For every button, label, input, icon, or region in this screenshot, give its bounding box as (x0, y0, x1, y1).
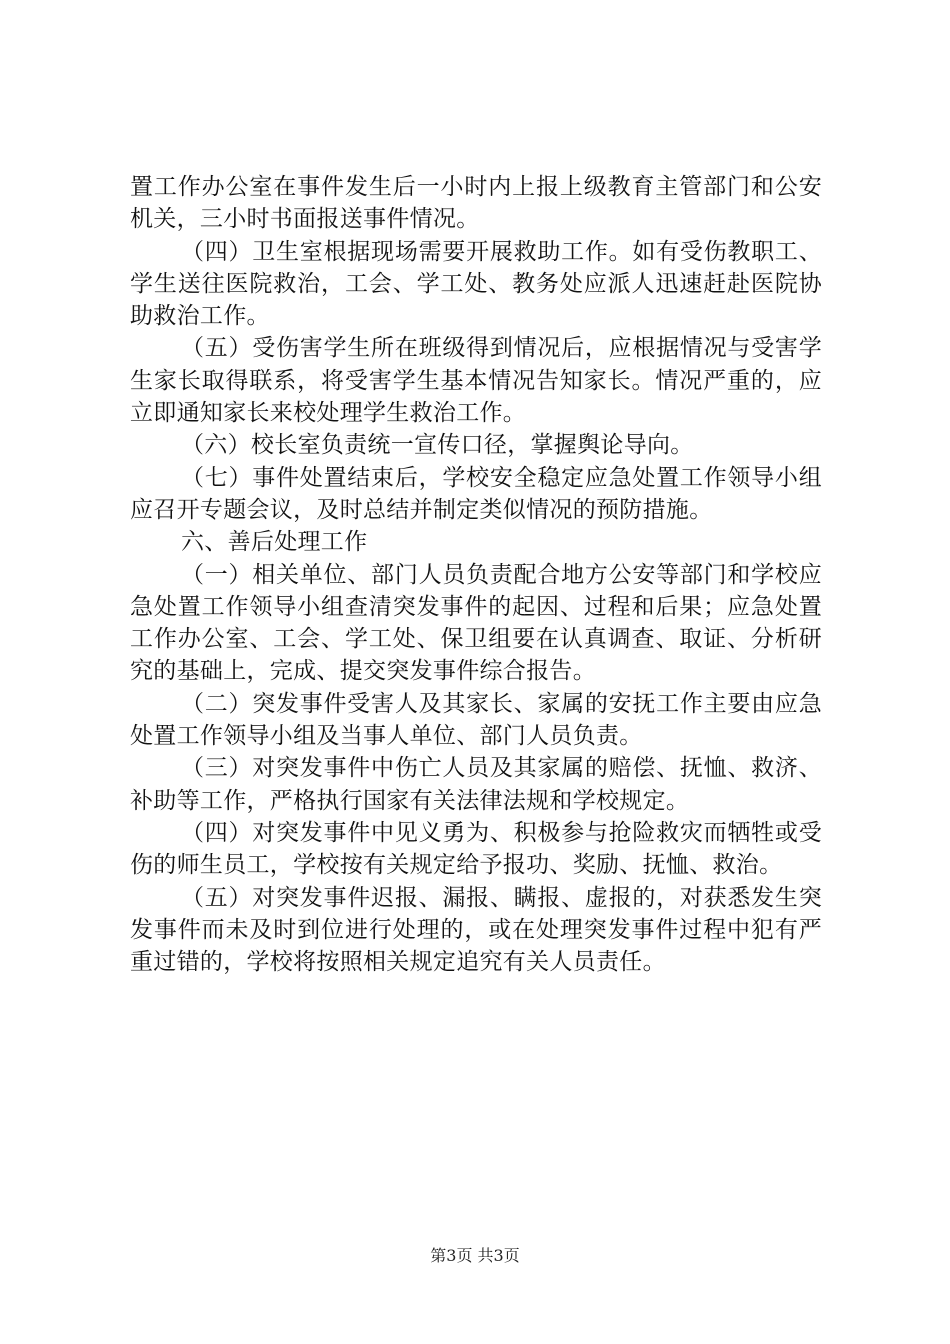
paragraph-aftermath-3: （三）对突发事件中伤亡人员及其家属的赔偿、抚恤、救济、补助等工作，严格执行国家有关法律法规和学校规定。 (130, 755, 822, 814)
paragraph-continued: 置工作办公室在事件发生后一小时内上报上级教育主管部门和公安机关，三小时书面报送事件情况。 (130, 174, 822, 233)
paragraph-aftermath-2: （二）突发事件受害人及其家长、家属的安抚工作主要由应急处置工作领导小组及当事人单位、部门人员负责。 (130, 690, 822, 750)
paragraph-item-5-parents: （五）受伤害学生所在班级得到情况后，应根据情况与受害学生家长取得联系，将受害学生基本情况告知家长。情况严重的，应立即通知家长来校处理学生救治工作。 (130, 335, 822, 427)
paragraph-item-4-clinic: （四）卫生室根据现场需要开展救助工作。如有受伤教职工、学生送往医院救治，工会、学工处、教务处应派人迅速赶赴医院协助救治工作。 (130, 238, 822, 330)
document-body (130, 171, 822, 978)
paragraph-item-6-publicity: （六）校长室负责统一宣传口径，掌握舆论导向。 (181, 432, 694, 459)
paragraph-aftermath-4: （四）对突发事件中见义勇为、积极参与抢险救灾而牺牲或受伤的师生员工，学校按有关规定给予报功、奖励、抚恤、救治。 (130, 819, 822, 879)
paragraph-aftermath-5: （五）对突发事件迟报、漏报、瞒报、虚报的，对获悉发生突发事件而未及时到位进行处理的，或在处理突发事件过程中犯有严重过错的，学校将按照相关规定追究有关人员责任。 (130, 884, 822, 976)
page-number-footer: 第3页 共3页 (430, 1246, 520, 1265)
section-heading-aftermath: 六、善后处理工作 (181, 529, 368, 556)
paragraph-item-7-summary: （七）事件处置结束后，学校安全稳定应急处置工作领导小组应召开专题会议，及时总结并制定类似情况的预防措施。 (130, 464, 822, 523)
paragraph-aftermath-1: （一）相关单位、部门人员负责配合地方公安等部门和学校应急处置工作领导小组查清突发事件的起因、过程和后果；应急处置工作办公室、工会、学工处、保卫组要在认真调查、取证、分析研究的基础上，完成、提交突发事件综合报告。 (130, 561, 822, 685)
